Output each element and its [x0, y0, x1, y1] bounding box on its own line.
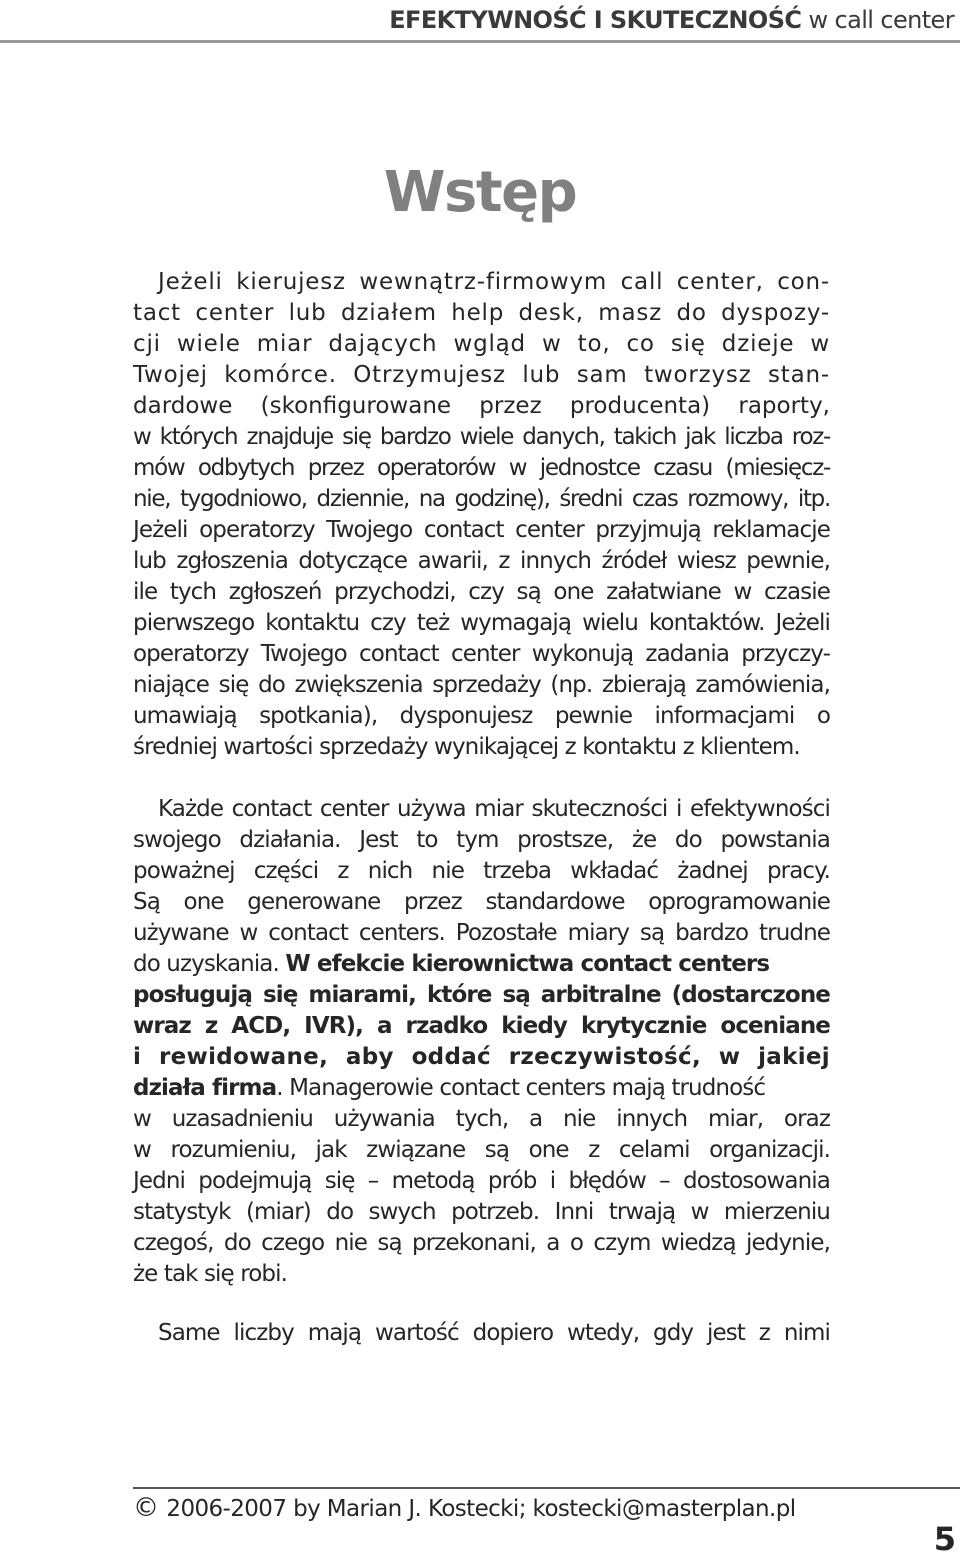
text-line: używane w contact centers. Pozostałe miary są bardzo trudne — [133, 920, 830, 946]
running-header-rest: w call center — [808, 6, 954, 34]
text-line: swojego działania. Jest to tym prostsze, że do powstania — [133, 827, 830, 853]
text-line: w których znajduje się bardzo wiele danych, takich jak liczba roz- — [133, 424, 830, 450]
header-rule — [0, 40, 960, 43]
text-line: statystyk (miar) do swych potrzeb. Inni trwają w mierzeniu — [133, 1199, 830, 1225]
text-line — [133, 1073, 830, 1104]
text-emphasis-line: wraz z ACD, IVR), a rzadko kiedy krytycznie oceniane — [133, 1013, 830, 1039]
running-header — [389, 6, 954, 34]
text-line: średniej wartości sprzedaży wynikającej z kontaktu z klientem. — [133, 734, 800, 760]
text-line: Są one generowane przez standardowe oprogramowanie — [133, 889, 830, 915]
paragraph-1 — [133, 267, 830, 763]
paragraph-2 — [133, 794, 830, 1290]
text-line: niające się do zwiększenia sprzedaży (np. zbierają zamówienia, — [133, 672, 830, 698]
text-line: mów odbytych przez operatorów w jednostce czasu (miesięcz- — [133, 455, 830, 481]
text-line: umawiają spotkania), dysponujesz pewnie informacjami o — [133, 703, 830, 729]
text-line: w uzasadnieniu używania tych, a nie innych miar, oraz — [133, 1106, 830, 1132]
text-emphasis-line: posługują się miarami, które są arbitralne (dostarczone — [133, 982, 830, 1008]
text-line: nie, tygodniowo, dziennie, na godzinę), średni czas rozmowy, itp. — [133, 486, 830, 512]
copyright-icon: © — [133, 1493, 159, 1523]
text-line: Same liczby mają wartość dopiero wtedy, gdy jest z nimi — [158, 1320, 830, 1346]
footer-rule — [133, 1487, 960, 1489]
running-header-bold: EFEKTYWNOŚĆ I SKUTECZNOŚĆ — [389, 6, 802, 34]
text-line: w rozumieniu, jak związane są one z celami organizacji. — [133, 1137, 830, 1163]
text-line: lub zgłoszenia dotyczące awarii, z innych źródeł wiesz pewnie, — [133, 548, 830, 574]
text-line: cji wiele miar dających wgląd w to, co się dzieje w — [133, 331, 830, 357]
text-line: Każde contact center używa miar skuteczności i efektywności — [158, 796, 830, 822]
text-line: Jeżeli kierujesz wewnątrz-firmowym call center, con- — [158, 269, 830, 295]
text-line: operatorzy Twojego contact center wykonują zadania przyczy- — [133, 641, 830, 667]
text-line: pierwszego kontaktu czy też wymagają wielu kontaktów. Jeżeli — [133, 610, 830, 636]
page-number: 5 — [933, 1520, 956, 1558]
text-emphasis: W efekcie kierownictwa contact centers — [285, 951, 770, 977]
text-line: poważnej części z nich nie trzeba wkładać żadnej pracy. — [133, 858, 830, 884]
text-emphasis: działa firma — [133, 1075, 277, 1101]
text-line — [133, 949, 830, 980]
text-line: że tak się robi. — [133, 1261, 288, 1287]
footer — [133, 1493, 833, 1524]
text-plain: do uzyskania. — [133, 951, 286, 977]
footer-text: 2006-2007 by Marian J. Kostecki; kostecki@masterplan.pl — [166, 1496, 796, 1522]
text-emphasis-line: i rewidowane, aby oddać rzeczywistość, w jakiej — [133, 1044, 830, 1070]
page-title: Wstęp — [383, 160, 577, 225]
text-line: Jedni podejmują się – metodą prób i błędów – dostosowania — [133, 1168, 830, 1194]
text-line: dardowe (skonfigurowane przez producenta) raporty, — [133, 393, 830, 419]
text-line: ile tych zgłoszeń przychodzi, czy są one załatwiane w czasie — [133, 579, 830, 605]
paragraph-3 — [133, 1318, 830, 1349]
text-plain: . Managerowie contact centers mają trudność — [276, 1075, 766, 1101]
text-line: czegoś, do czego nie są przekonani, a o czym wiedzą jedynie, — [133, 1230, 830, 1256]
text-line: Jeżeli operatorzy Twojego contact center przyjmują reklamacje — [133, 517, 830, 543]
text-line: tact center lub działem help desk, masz do dyspozy- — [133, 300, 830, 326]
text-line: Twojej komórce. Otrzymujesz lub sam tworzysz stan- — [133, 362, 830, 388]
